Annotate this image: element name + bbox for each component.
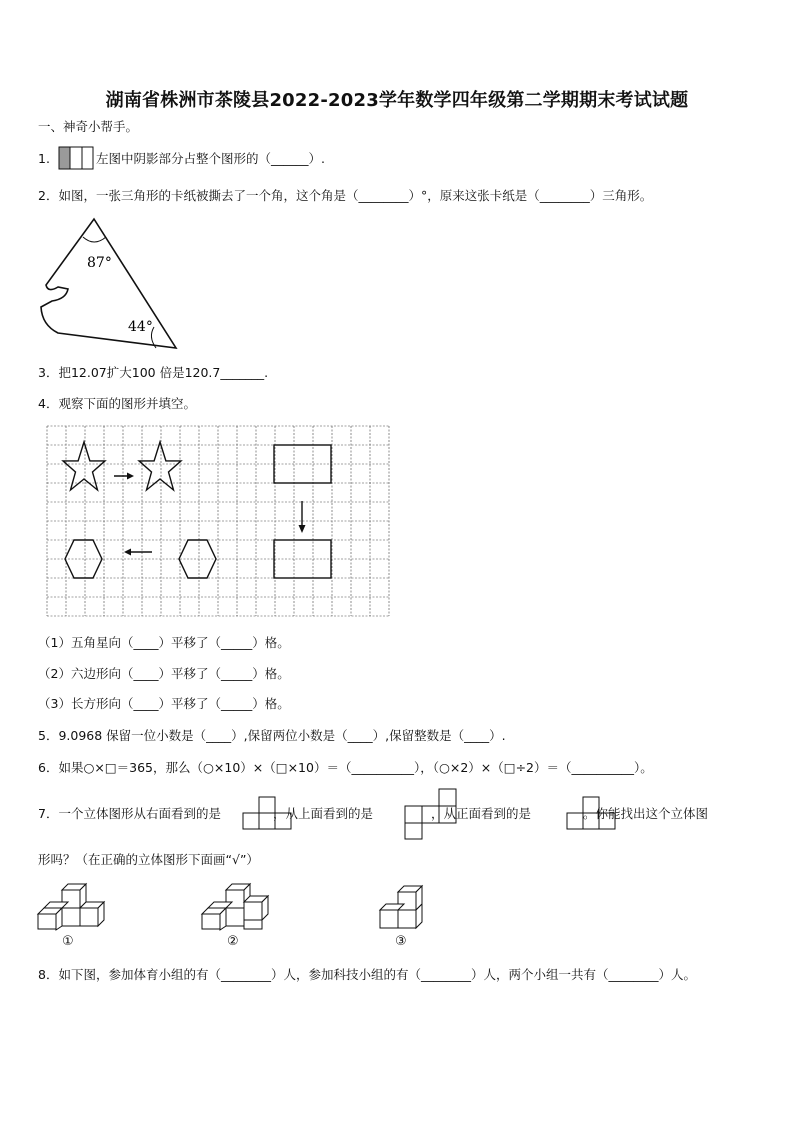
- question-4-text: 4．观察下面的图形并填空。: [38, 396, 196, 411]
- solid-option-2: [200, 880, 276, 930]
- front-view-figure: [566, 796, 618, 832]
- question-7-part-3: ，从正面看到的是: [430, 806, 531, 821]
- section-heading: 一、神奇小帮手。: [38, 119, 139, 134]
- fraction-bar-figure: [58, 146, 98, 170]
- question-8-text: 8．如下图，参加体育小组的有（________）人，参加科技小组的有（________）人，两个小组一共有（________）人。: [38, 967, 696, 982]
- question-1-text: 左图中阴影部分占整个图形的（______）.: [96, 151, 325, 166]
- question-4-sub-1: （1）五角星向（____）平移了（_____）格。: [38, 635, 290, 650]
- option-3-label: ③: [395, 934, 407, 949]
- question-7-part-1: 7．一个立体图形从右面看到的是: [38, 806, 221, 821]
- torn-triangle-figure: [36, 215, 186, 355]
- angle-44-label: 44°: [128, 319, 153, 335]
- option-2-label: ②: [227, 934, 239, 949]
- right-view-figure: [242, 796, 294, 832]
- question-5-text: 5．9.0968 保留一位小数是（____）,保留两位小数是（____）,保留整数是（____）.: [38, 728, 506, 743]
- solid-option-1: [36, 880, 108, 930]
- question-7-part-4: 。你能找出这个立体图: [583, 806, 709, 821]
- question-4-sub-3: （3）长方形向（____）平移了（_____）格。: [38, 696, 290, 711]
- question-1-number: 1.: [38, 151, 50, 166]
- question-7-part-2: ，从上面看到的是: [272, 806, 373, 821]
- page-title: 湖南省株洲市茶陵县2022-2023学年数学四年级第二学期期末考试试题: [105, 90, 689, 111]
- top-view-figure: [404, 788, 460, 840]
- question-2-text: 2．如图，一张三角形的卡纸被撕去了一个角，这个角是（________）°，原来这张卡纸是（________）三角形。: [38, 188, 653, 203]
- question-1: [38, 150, 50, 168]
- option-1-label: ①: [62, 934, 74, 949]
- question-3-text: 3．把12.07扩大100 倍是120.7_______.: [38, 365, 269, 380]
- translation-grid-figure: [46, 425, 390, 619]
- solid-option-3: [378, 882, 434, 930]
- question-7-line-2: 形吗？（在正确的立体图形下面画“√”）: [38, 852, 259, 867]
- angle-87-label: 87°: [87, 255, 112, 271]
- question-4-sub-2: （2）六边形向（____）平移了（_____）格。: [38, 666, 290, 681]
- question-6-text: 6．如果○×□＝365，那么（○×10）×（□×10）＝（__________），（○×2）×（□÷2）＝（__________）。: [38, 760, 653, 775]
